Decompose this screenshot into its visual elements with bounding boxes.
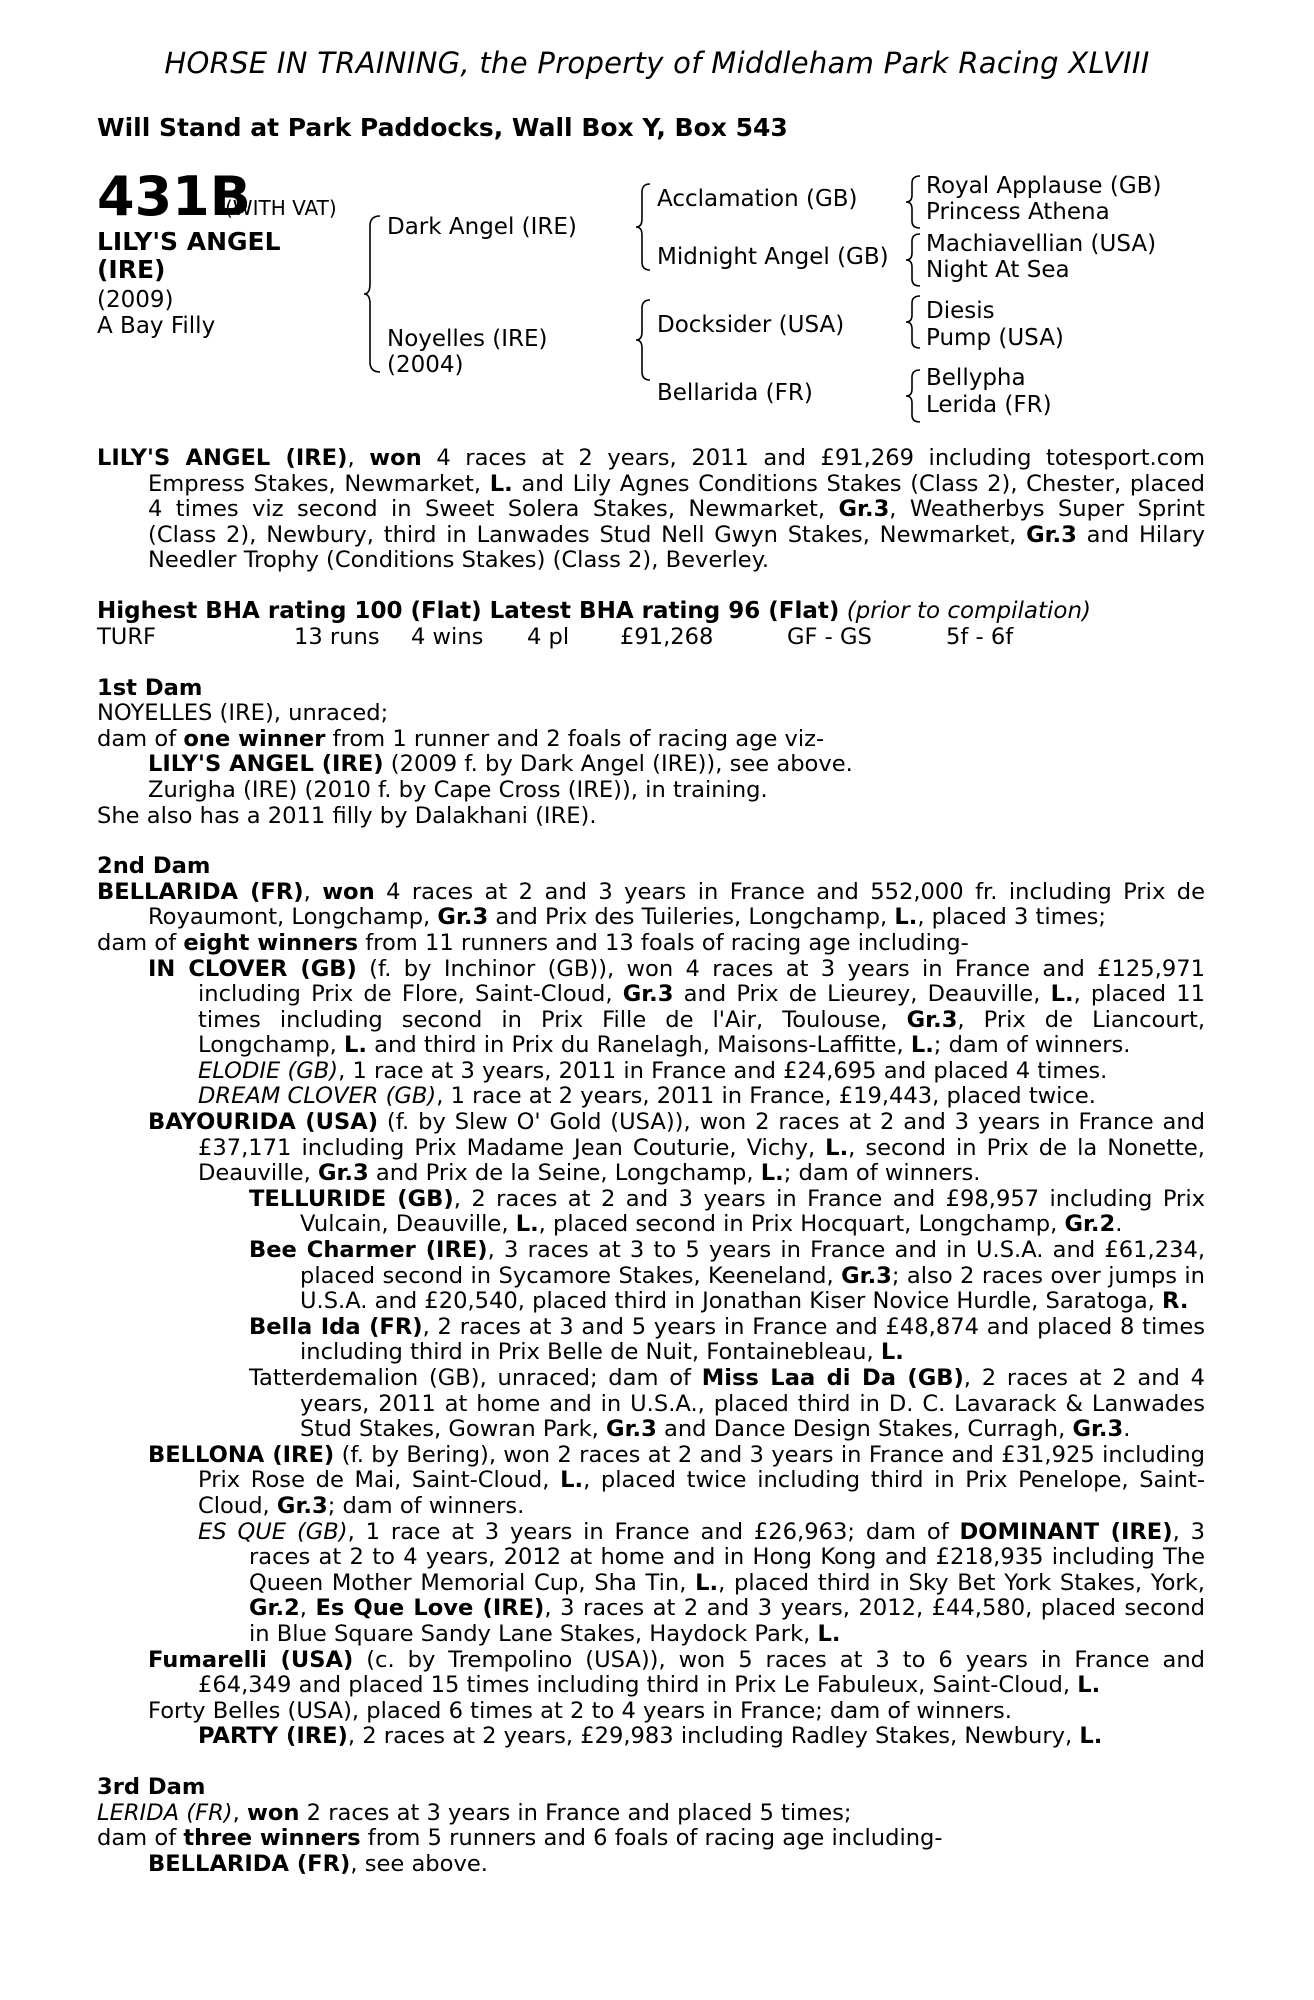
pedigree-brace-docksider <box>904 294 924 350</box>
horse-details <box>97 287 215 339</box>
turf-record <box>97 625 1205 651</box>
second-dam-heading: 2nd Dam <box>97 853 211 880</box>
entry-bayourida: BAYOURIDA (USA) (f. by Slew O' Gold (USA)), won 2 races at 2 and 3 years in France and £37,171 including Prix Madame Jean Couturie, Vichy, L., second in Prix de la Nonette, Deauville, Gr.3 and Prix de la Seine, Longchamp, L.; dam of winners. <box>148 1109 1205 1187</box>
first-dam-foal-1: LILY'S ANGEL (IRE) (2009 f. by Dark Angel (IRE)), see above. <box>148 751 853 778</box>
stand-location: Will Stand at Park Paddocks, Wall Box Y, Box 543 <box>97 113 788 142</box>
horse-name-line2: (IRE) <box>97 255 166 284</box>
pedigree-granddam-2: Night At Sea <box>926 257 1070 283</box>
pedigree-sire: Dark Angel (IRE) <box>387 214 577 240</box>
pedigree-brace-bellarida <box>904 368 924 424</box>
pedigree-grandsire-4: Bellypha <box>926 365 1026 391</box>
pedigree-sire-dam: Midnight Angel (GB) <box>657 244 889 270</box>
entry-dream-clover: DREAM CLOVER (GB), 1 race at 2 years, 2011 in France, £19,443, placed twice. <box>198 1083 1096 1110</box>
horse-year: (2009) <box>97 287 174 313</box>
pedigree-granddam-3: Pump (USA) <box>926 325 1064 351</box>
turf-runs: 13 runs <box>294 623 380 650</box>
pedigree-grandsire-2: Machiavellian (USA) <box>926 231 1157 257</box>
entry-fumarelli: Fumarelli (USA) (c. by Trempolino (USA)), won 5 races at 3 to 6 years in France and £64,349 and placed 15 times including third in Prix Le Fabuleux, Saint-Cloud, L. <box>148 1646 1205 1699</box>
pedigree-granddam-1: Princess Athena <box>926 199 1110 225</box>
horse-name-line1: LILY'S ANGEL <box>97 227 281 256</box>
pedigree-granddam-4: Lerida (FR) <box>926 392 1052 418</box>
third-dam-foal: BELLARIDA (FR), see above. <box>148 1850 488 1877</box>
entry-bellona: BELLONA (IRE) (f. by Bering), won 2 races at 2 and 3 years in France and £31,925 including Prix Rose de Mai, Saint-Cloud, L., placed twice including third in Prix Penelope, Saint-Cloud, Gr.3; dam of winners. <box>148 1441 1205 1519</box>
pedigree-dam-year: (2004) <box>387 352 464 378</box>
entry-elodie: ELODIE (GB), 1 race at 3 years, 2011 in France and £24,695 and placed 4 times. <box>198 1057 1108 1084</box>
race-record: LILY'S ANGEL (IRE), won 4 races at 2 years, 2011 and £91,269 including totesport.com Empress Stakes, Newmarket, L. and Lily Agnes Conditions Stakes (Class 2), Chester, placed 4 times viz second in Sweet Solera Stakes, Newmarket, Gr.3, Weatherbys Super Sprint (Class 2), Newbury, third in Lanwades Stud Nell Gwyn Stakes, Newmarket, Gr.3 and Hilary Needler Trophy (Conditions Stakes) (Class 2), Beverley. <box>97 445 1205 574</box>
pedigree-dam-dam: Bellarida (FR) <box>657 380 813 406</box>
entry-es-que: ES QUE (GB), 1 race at 3 years in France and £26,963; dam of DOMINANT (IRE), 3 races at 2 to 4 years, 2012 at home and in Hong Kong and £218,935 including The Queen Mother Memorial Cup, Sha Tin, L., placed third in Sky Bet York Stakes, York, Gr.2, Es Que Love (IRE), 3 races at 2 and 3 years, 2012, £44,580, placed second in Blue Square Sandy Lane Stakes, Haydock Park, L. <box>198 1518 1205 1647</box>
third-dam-produce: dam of three winners from 5 runners and 6 foals of racing age including- <box>97 1825 943 1852</box>
pedigree-dam-sire: Docksider (USA) <box>657 312 845 338</box>
second-dam-record: BELLARIDA (FR), won 4 races at 2 and 3 years in France and 552,000 fr. including Prix de Royaumont, Longchamp, Gr.3 and Prix des Tuileries, Longchamp, L., placed 3 times; <box>97 878 1205 931</box>
entry-party: PARTY (IRE), 2 races at 2 years, £29,983 including Radley Stakes, Newbury, L. <box>198 1723 1103 1750</box>
page-header: HORSE IN TRAINING, the Property of Middleham Park Racing XLVIII <box>164 46 1150 80</box>
entry-in-clover: IN CLOVER (GB) (f. by Inchinor (GB)), won 4 races at 3 years in France and £125,971 including Prix de Flore, Saint-Cloud, Gr.3 and Prix de Lieurey, Deauville, L., placed 11 times including second in Prix Fille de l'Air, Toulouse, Gr.3, Prix de Liancourt, Longchamp, L. and third in Prix du Ranelagh, Maisons-Laffitte, L.; dam of winners. <box>148 955 1205 1059</box>
third-dam-heading: 3rd Dam <box>97 1773 206 1800</box>
entry-telluride: TELLURIDE (GB), 2 races at 2 and 3 years in France and £98,957 including Prix Vulcain, Deauville, L., placed second in Prix Hocquart, Longchamp, Gr.2. <box>249 1185 1205 1238</box>
pedigree-brace-sire <box>634 182 654 272</box>
pedigree-dam <box>387 326 548 378</box>
third-dam-record: LERIDA (FR), won 2 races at 3 years in France and placed 5 times; <box>97 1799 852 1826</box>
catalogue-body <box>97 446 1205 1877</box>
vat-note: (WITH VAT) <box>225 196 337 220</box>
pedigree-brace-dam <box>634 298 654 382</box>
turf-going: GF - GS <box>787 623 872 650</box>
first-dam-foal-2: Zurigha (IRE) (2010 f. by Cape Cross (IRE)), in training. <box>148 776 768 803</box>
entry-tatterdemalion: Tatterdemalion (GB), unraced; dam of Miss Laa di Da (GB), 2 races at 2 and 4 years, 2011 at home and in U.S.A., placed third in D. C. Lavarack & Lanwades Stud Stakes, Gowran Park, Gr.3 and Dance Design Stakes, Curragh, Gr.3. <box>249 1365 1205 1443</box>
entry-bee-charmer: Bee Charmer (IRE), 3 races at 3 to 5 years in France and in U.S.A. and £61,234, placed second in Sycamore Stakes, Keeneland, Gr.3; also 2 races over jumps in U.S.A. and £20,540, placed third in Jonathan Kiser Novice Hurdle, Saratoga, R. <box>249 1237 1205 1315</box>
turf-label: TURF <box>97 623 157 650</box>
pedigree-sire-sire: Acclamation (GB) <box>657 186 858 212</box>
pedigree-grandsire-1: Royal Applause (GB) <box>926 173 1162 199</box>
lot-number: 431B <box>97 165 251 228</box>
first-dam-produce: dam of one winner from 1 runner and 2 foals of racing age viz- <box>97 725 825 752</box>
pedigree-dam-name: Noyelles (IRE) <box>387 326 548 352</box>
turf-wins: 4 wins <box>411 623 484 650</box>
turf-placed: 4 pl <box>527 623 570 650</box>
second-dam-produce: dam of eight winners from 11 runners and 13 foals of racing age including- <box>97 929 969 956</box>
first-dam-name: NOYELLES (IRE), unraced; <box>97 700 389 727</box>
turf-earnings: £91,268 <box>620 623 714 650</box>
turf-distance: 5f - 6f <box>946 623 1014 650</box>
rating-line: Highest BHA rating 100 (Flat) Latest BHA rating 96 (Flat) (prior to compilation) <box>97 597 1091 624</box>
horse-description: A Bay Filly <box>97 313 216 339</box>
first-dam-heading: 1st Dam <box>97 674 203 701</box>
horse-name <box>97 228 281 284</box>
pedigree-brace-acclamation <box>904 174 924 230</box>
pedigree-brace-midnight-angel <box>904 232 924 288</box>
pedigree-brace-main <box>362 214 384 374</box>
first-dam-note: She also has a 2011 filly by Dalakhani (IRE). <box>97 802 597 829</box>
entry-forty-belles: Forty Belles (USA), placed 6 times at 2 to 4 years in France; dam of winners. <box>148 1697 1012 1724</box>
pedigree-grandsire-3: Diesis <box>926 298 995 324</box>
entry-bella-ida: Bella Ida (FR), 2 races at 3 and 5 years in France and £48,874 and placed 8 times including third in Prix Belle de Nuit, Fontainebleau, L. <box>249 1313 1205 1366</box>
